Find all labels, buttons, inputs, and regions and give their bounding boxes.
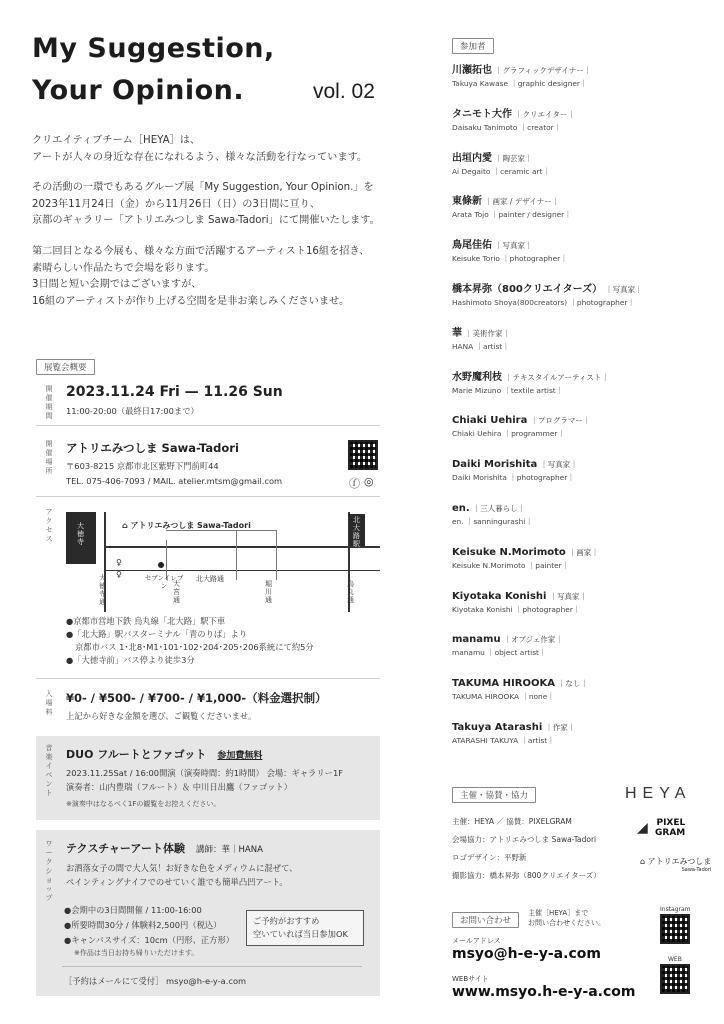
workshop-reserve: ［予約はメールにて受付］ msyo@h-e-y-a.com <box>64 976 247 986</box>
instagram-qr-label: Instagram <box>660 906 691 913</box>
artist-list <box>452 64 692 765</box>
map-label-karasuma: 烏丸通 <box>347 580 354 604</box>
access-label: アクセス <box>45 508 53 543</box>
artist-name <box>452 721 692 735</box>
mail-link[interactable]: msyo@h-e-y-a.com <box>452 946 601 962</box>
artist-roman: en. ｜sanningurashi｜ <box>452 516 533 526</box>
artist-name <box>452 283 692 297</box>
artist-entry <box>452 590 692 634</box>
period-label: 開催期間 <box>45 385 53 420</box>
artist-entry <box>452 239 692 283</box>
inquiry-note-line: 主催［HEYA］まで <box>528 909 589 917</box>
artist-entry <box>452 677 692 721</box>
workshop-desc-1: お洒落女子の間で大人気！お好きな色をメディウムに混ぜて、 <box>66 863 298 873</box>
fee-note: 上記から好きな金額を選び、ご観覧くださいませ。 <box>66 711 257 721</box>
workshop-lecturer: 講師：華｜HANA <box>196 845 263 855</box>
atelier-logo: ⌂ アトリエみつしま Sawa-Tadori <box>640 857 712 873</box>
artist-roman: Marie Mizuno ｜textile artist｜ <box>452 385 564 395</box>
access-line-2: ●「北大路」駅バスターミナル「青のりば」より <box>66 629 248 639</box>
artist-role: ｜写真家｜ <box>549 591 587 601</box>
music-event-panel <box>36 736 380 820</box>
fee-label: 入場料 <box>45 690 53 716</box>
artist-role: ｜テキスタイルアーティスト｜ <box>505 372 609 382</box>
artist-name-text: TAKUMA HIROOKA <box>452 678 555 690</box>
artist-name-text: 水野魔利枝 <box>452 371 502 383</box>
mail-label: メールアドレス <box>452 937 501 945</box>
intro-line: クリエイティブチーム［HEYA］は、 <box>32 135 201 146</box>
artists-tag: 参加者 <box>452 38 494 54</box>
workshop-bullet-2: ●所要時間30分 / 体験料2,500円（税込） <box>64 920 222 930</box>
artist-name-text: タニモト大作 <box>452 108 512 120</box>
venue-address: 〒603-8215 京都市北区紫野下門前町44 <box>66 461 219 471</box>
title-line-1: My Suggestion, <box>32 33 275 64</box>
music-label: 音楽イベント <box>45 744 53 797</box>
intro-line: 京都のギャラリー「アトリエみつしま Sawa-Tadori」にて開催いたします。 <box>32 215 380 226</box>
artist-name-text: 東條新 <box>452 196 482 208</box>
artist-entry <box>452 546 692 590</box>
workshop-bullet-3: ●キャンバスサイズ：10cm（円形、正方形） <box>64 935 235 945</box>
artist-roman: Arata Tojo ｜painter / designer｜ <box>452 210 572 220</box>
artist-roman: Daiki Morishita ｜photographer｜ <box>452 473 575 483</box>
sponsor-line: 主催：HEYA ／ 協賛：PIXELGRAM <box>452 817 572 826</box>
artist-roman: manamu ｜object artist｜ <box>452 648 547 658</box>
reservation-box-line: ご予約がおすすめ <box>253 916 320 926</box>
artist-role: ｜プログラマー｜ <box>530 416 591 426</box>
artist-name <box>452 546 692 560</box>
map-label-horikawa: 堀川通 <box>265 580 272 604</box>
fee-options: ¥0- / ¥500- / ¥700- / ¥1,000-（料金選択制） <box>66 691 327 705</box>
artist-name <box>452 502 692 516</box>
facebook-icon[interactable]: ⓕ <box>349 477 360 490</box>
artist-roman: Keisuke N.Morimoto ｜painter｜ <box>452 560 570 570</box>
artist-name-text: 橋本昇弥（800クリエイターズ） <box>452 283 603 295</box>
artist-role: ｜陶芸家｜ <box>495 153 533 163</box>
map-label-omiya: 大宮通 <box>173 580 180 604</box>
artist-roman: Keisuke Torio ｜photographer｜ <box>452 254 568 264</box>
artist-role: ｜なし｜ <box>557 679 588 689</box>
map-pin-icon: ♀ <box>116 570 122 579</box>
web-link[interactable]: www.msyo.h-e-y-a.com <box>452 984 636 1000</box>
sponsor-line: 会場協力：アトリエみつしま Sawa-Tadori <box>452 835 597 844</box>
overview-tag: 展覧会概要 <box>36 359 95 375</box>
intro-paragraph-1 <box>32 133 412 166</box>
artist-name <box>452 677 692 691</box>
artist-name <box>452 64 692 78</box>
inquiry-note <box>528 908 605 928</box>
music-performers: 演奏者：山内豊瑞（フルート）＆ 中川日出鷹（ファゴット） <box>66 782 292 792</box>
map-shop-label: ⌂ アトリエみつしま Sawa-Tadori <box>122 521 251 530</box>
artist-name-text: manamu <box>452 634 501 646</box>
artist-roman: ATARASHI TAKUYA ｜artist｜ <box>452 735 555 745</box>
instagram-qr-code[interactable] <box>660 914 690 944</box>
divider <box>36 496 380 497</box>
artist-role: ｜三人暮らし｜ <box>472 503 526 513</box>
access-line-3: 京都市バス 1･北8･M1･101･102･204･205･206系統にて約5分 <box>75 642 314 652</box>
artist-entry <box>452 283 692 327</box>
artist-name-text: Takuya Atarashi <box>452 721 543 733</box>
map-road <box>166 530 276 531</box>
access-map <box>66 512 380 612</box>
web-label: WEBサイト <box>452 975 489 983</box>
map-pin-icon: ♀ <box>116 558 122 567</box>
artist-entry <box>452 64 692 108</box>
venue-name: アトリエみつしま Sawa-Tadori <box>66 441 239 455</box>
divider <box>36 678 380 679</box>
pixelgram-logo-text: PIXEL <box>656 818 686 828</box>
reservation-box <box>246 910 364 946</box>
venue-label: 開催場所 <box>45 440 53 475</box>
venue-contact: TEL. 075-406-7093 / MAIL. atelier.mtsm@gmail.com <box>66 476 283 486</box>
volume-label: vol. 02 <box>313 80 375 103</box>
artist-roman: Hashimoto Shoya(800creators) ｜photographer｜ <box>452 297 635 307</box>
map-road <box>236 530 237 580</box>
map-road <box>104 570 380 571</box>
map-label-station: 北大路駅 <box>353 516 360 548</box>
instagram-icon[interactable]: ◎ <box>364 475 374 488</box>
artist-name <box>452 414 692 428</box>
atelier-logo-subtext: Sawa-Tadori <box>681 867 712 873</box>
access-line-1: ●京都市営地下鉄 烏丸線「北大路」駅下車 <box>66 616 226 626</box>
artist-name <box>452 327 692 341</box>
sponsors-tag: 主催・協賛・協力 <box>452 787 536 803</box>
artist-roman: Ai Degaito ｜ceramic art｜ <box>452 166 550 176</box>
artist-name <box>452 108 692 122</box>
artist-name <box>452 458 692 472</box>
artist-name-text: Chiaki Uehira <box>452 415 528 427</box>
artist-entry <box>452 195 692 239</box>
workshop-title: テクスチャーアート体験 <box>66 842 186 855</box>
map-road <box>104 546 380 548</box>
pixelgram-logo <box>655 818 685 838</box>
sponsors-list <box>452 813 601 885</box>
sponsor-line: 撮影協力：橋本昇弥（800クリエイターズ） <box>452 871 601 880</box>
artist-name <box>452 239 692 253</box>
artist-role: ｜写真家｜ <box>495 241 533 251</box>
artist-name <box>452 371 692 385</box>
artist-name-text: 出垣内愛 <box>452 152 492 164</box>
artist-entry <box>452 327 692 371</box>
artist-roman: Kiyotaka Konishi ｜photographer｜ <box>452 604 581 614</box>
heya-logo: HEYA <box>625 785 692 802</box>
reservation-box-line: 空いていれば当日参加OK <box>253 929 348 939</box>
artist-roman: Takuya Kawase ｜graphic designer｜ <box>452 79 588 88</box>
artist-role: ｜画家 / デザイナー｜ <box>485 197 560 207</box>
workshop-panel <box>36 830 380 996</box>
intro-line: 2023年11月24日（金）から11月26日（日）の3日間に亘り、 <box>32 198 321 210</box>
intro-line: 16組のアーティストが作り上げる空間を是非お楽しみくださいませ。 <box>32 295 350 307</box>
atelier-logo-text: アトリエみつしま <box>647 857 712 866</box>
pixelgram-logo-text: GRAM <box>655 828 686 838</box>
map-shop-name: アトリエみつしま Sawa-Tadori <box>130 521 251 530</box>
music-schedule: 2023.11.25Sat / 16:00開演（演奏時間：約1時間） 会場：ギャラリー1F <box>66 768 343 778</box>
event-dates: 2023.11.24 Fri — 11.26 Sun <box>66 384 283 400</box>
music-title-row <box>66 746 262 762</box>
artist-name-text: Keisuke N.Morimoto <box>452 546 566 558</box>
sponsor-line: ロゴデザイン：平野新 <box>452 853 527 862</box>
artist-name-text: 川瀬拓也 <box>452 65 492 76</box>
web-qr-code[interactable] <box>660 964 690 994</box>
artist-role: ｜作家｜ <box>545 722 576 732</box>
workshop-bullet-4: ※作品は当日お持ち帰りいただけます。 <box>74 949 199 957</box>
artist-roman: Daisaku Tanimoto ｜creator｜ <box>452 122 562 132</box>
artist-name-text: 華 <box>452 327 462 339</box>
artist-name-text: Kiyotaka Konishi <box>452 590 547 602</box>
intro-line: 第二回目となる今展も、様々な方面で活躍するアーティスト16組を招き、 <box>32 246 370 257</box>
intro-paragraph-3 <box>32 244 412 310</box>
artist-entry <box>452 371 692 415</box>
divider <box>36 425 380 426</box>
artist-name <box>452 633 692 647</box>
artist-role: ｜写真家｜ <box>540 460 578 470</box>
map-label-kitaoji: 北大路通 <box>196 575 224 583</box>
artist-name <box>452 152 692 166</box>
music-note: ※演奏中はなるべく1Fの観覧をお控えください。 <box>66 800 221 808</box>
artist-entry <box>452 458 692 502</box>
web-qr-label: WEB <box>668 956 682 963</box>
artist-entry <box>452 152 692 196</box>
workshop-bullet-1: ●会期中の3日間開催 / 11:00-16:00 <box>64 905 202 915</box>
intro-line: 素晴らしい作品たちで会場を彩ります。 <box>32 262 215 274</box>
map-label-seven: セブンイレブン <box>144 574 184 590</box>
intro-line: 3日間と短い会期ではございますが、 <box>32 279 202 290</box>
intro-line: アートが人々の身近な存在になれるよう、様々な活動を行なっています。 <box>32 151 368 163</box>
artist-role: ｜クリエイター｜ <box>515 109 575 119</box>
artist-name <box>452 590 692 604</box>
artist-role: ｜画家｜ <box>568 547 599 557</box>
intro-paragraph-2 <box>32 180 412 230</box>
artist-entry <box>452 502 692 546</box>
workshop-label: ワークショップ <box>45 840 53 902</box>
music-free-badge: 参加費無料 <box>217 751 263 761</box>
artist-name <box>452 195 692 209</box>
artist-roman: Chiaki Uehira ｜programmer｜ <box>452 429 565 439</box>
artist-entry <box>452 721 692 765</box>
workshop-desc-2: ペインティングナイフでのせていく誰でも簡単凸凹アート。 <box>66 877 288 887</box>
title-line-2: Your Opinion. <box>32 75 245 106</box>
artist-name-text: en. <box>452 502 470 514</box>
map-label-daitokuji: 大徳寺 <box>77 522 84 546</box>
artist-entry <box>452 108 692 152</box>
pixelgram-mark-icon: ◢ <box>637 820 648 836</box>
artist-name-text: Daiki Morishita <box>452 459 538 471</box>
artist-role: ｜美術作家｜ <box>465 328 510 338</box>
artist-role: ｜写真家｜ <box>605 284 643 294</box>
artist-name-text: 鳥尾佳佑 <box>452 240 492 252</box>
event-hours: 11:00-20:00（最終日17:00まで） <box>66 406 199 416</box>
artist-entry <box>452 633 692 677</box>
divider <box>62 966 362 967</box>
map-seven-eleven-marker <box>158 562 164 568</box>
artist-role: ｜グラフィックデザイナー｜ <box>495 66 592 75</box>
inquiry-tag: お問い合わせ <box>452 912 519 928</box>
access-line-4: ●「大徳寺前」バス停より徒歩3分 <box>66 655 195 665</box>
artist-roman: HANA ｜artist｜ <box>452 341 510 351</box>
map-road <box>276 530 277 580</box>
artist-roman: TAKUMA HIROOKA ｜none｜ <box>452 692 555 702</box>
map-label-daitokuji-dori: 大徳寺通 <box>99 574 106 606</box>
workshop-title-row <box>66 840 263 856</box>
artist-role: ｜オブジェ作家｜ <box>503 635 563 645</box>
music-title: DUO フルートとファゴット <box>66 748 207 761</box>
venue-qr-code[interactable] <box>348 440 378 470</box>
inquiry-note-line: お問い合わせください。 <box>528 919 605 927</box>
artist-entry <box>452 414 692 458</box>
intro-line: その活動の一環でもあるグループ展「My Suggestion, Your Opinion.」を <box>32 182 374 193</box>
